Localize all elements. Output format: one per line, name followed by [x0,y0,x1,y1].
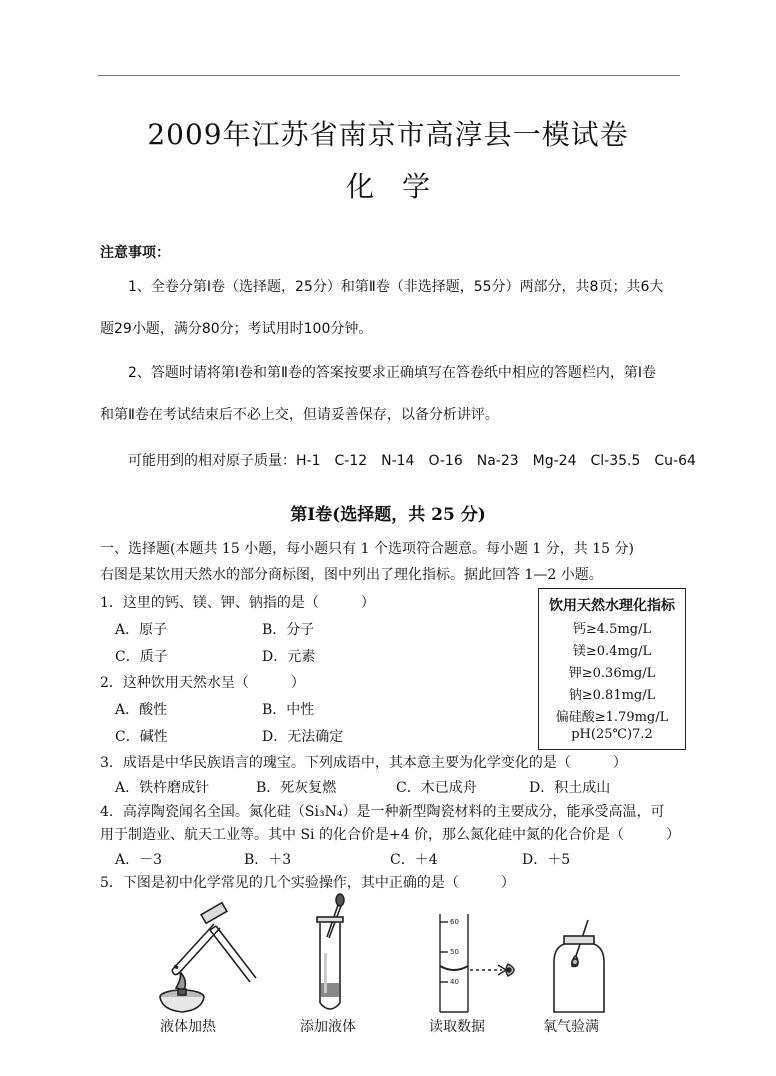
liquid-heating-figure [152,900,272,1015]
atomic-masses: 可能用到的相对原子质量：H-1 C-12 N-14 O-16 Na-23 Mg-24 Cl-35.5 Cu-64 [128,453,696,469]
q1-option-a: A．原子 [115,622,168,638]
q1-option-c: C．质子 [115,649,168,665]
figure-caption-3: 读取数据 [429,1019,485,1035]
cylinder-tick-label: 60 [450,918,459,926]
exam-subject: 化 学 [345,170,430,203]
cylinder-tick-label: 40 [450,978,459,986]
notes-heading: 注意事项： [100,245,170,261]
header-rule [98,75,680,76]
question-4-stem-line-1: 4．高淳陶瓷闻名全国。氮化硅（Si₃N₄）是一种新型陶瓷材料的主要成分，能承受高温，可 [100,804,665,820]
section-1-context: 右图是某饮用天然水的部分商标图，图中列出了理化指标。据此回答 1—2 小题。 [100,567,603,583]
q3-option-c: C．木已成舟 [396,780,477,796]
q3-option-a: A．铁杵磨成针 [115,780,210,796]
water-label-title: 饮用天然水理化指标 [549,598,675,614]
water-label-line: 钙≥4.5mg/L [572,622,652,637]
note-2-line-1: 2、答题时请将第Ⅰ卷和第Ⅱ卷的答案按要求正确填写在答卷纸中相应的答题栏内，第Ⅰ卷 [128,365,657,381]
note-2-line-2: 和第Ⅱ卷在考试结束后不必上交，但请妥善保存，以备分析讲评。 [100,407,499,423]
q2-option-b: B．中性 [262,702,315,718]
q3-option-d: D．积土成山 [529,780,611,796]
figure-caption-4: 氧气验满 [543,1019,599,1035]
water-label-line: 偏硅酸≥1.79mg/L [555,710,669,725]
section-1-intro: 一、选择题(本题共 15 小题，每小题只有 1 个选项符合题意。每小题 1 分，共 15 分) [100,541,634,557]
q4-option-b: B．＋3 [244,852,292,868]
section-1-title: 第Ⅰ卷(选择题，共 25 分) [290,505,486,525]
q3-option-b: B．死灰复燃 [256,780,337,796]
note-1-line-1: 1、全卷分第Ⅰ卷（选择题，25分）和第Ⅱ卷（非选择题，55分）两部分，共8页；共6大 [128,279,664,295]
water-label-line: 镁≥0.4mg/L [572,644,652,659]
water-label-line: 钾≥0.36mg/L [568,666,656,681]
note-1-line-2: 题29小题，满分80分；考试用时100分钟。 [100,321,373,337]
adding-liquid-figure [305,893,355,1015]
reading-cylinder-figure [428,912,528,1016]
question-2-stem: 2．这种饮用天然水呈（ ） [100,675,305,691]
q2-option-c: C．碱性 [115,729,168,745]
q2-option-d: D．无法确定 [262,729,344,745]
exam-title: 2009年江苏省南京市高淳县一模试卷 [147,118,629,151]
q1-option-d: D．元素 [262,649,316,665]
water-label-line: 钠≥0.81mg/L [568,688,656,703]
q4-option-d: D．＋5 [522,852,571,868]
q1-option-b: B．分子 [262,622,315,638]
water-label-box [538,588,686,750]
figure-caption-1: 液体加热 [160,1019,216,1035]
question-4-stem-line-2: 用于制造业、航天工业等。其中 Si 的化合价是+4 价，那么氮化硅中氮的化合价是（ ） [100,827,681,843]
oxygen-test-figure [548,918,612,1016]
water-label-line: pH(25℃)7.2 [571,727,653,742]
question-3-stem: 3．成语是中华民族语言的瑰宝。下列成语中，其本意主要为化学变化的是（ ） [100,755,627,771]
question-1-stem: 1．这里的钙、镁、钾、钠指的是（ ） [100,595,375,611]
q2-option-a: A．酸性 [115,702,168,718]
question-5-stem: 5．下图是初中化学常见的几个实验操作，其中正确的是（ ） [100,875,515,891]
cylinder-tick-label: 50 [450,948,459,956]
q4-option-c: C．＋4 [390,852,438,868]
figure-caption-2: 添加液体 [300,1019,356,1035]
q4-option-a: A．－3 [115,852,163,868]
